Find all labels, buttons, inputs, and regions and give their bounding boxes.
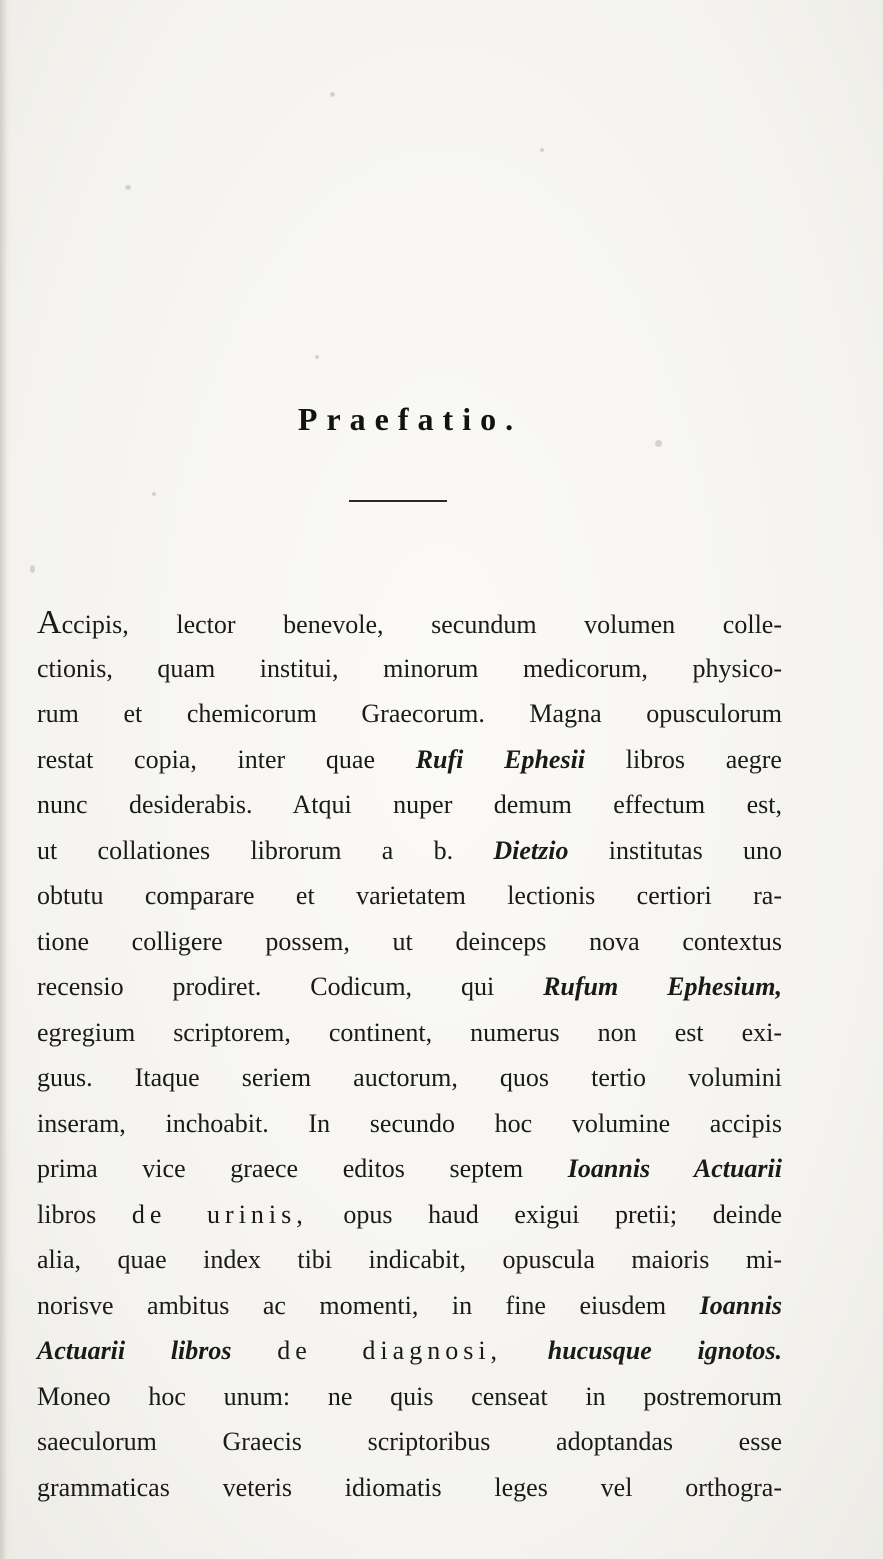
text-segment — [37, 604, 782, 641]
text-segment: alia, quae index tibi indicabit, opuscula maioris mi- — [37, 1245, 782, 1274]
emphasized-name: libros — [125, 1336, 278, 1365]
text-line — [37, 1328, 782, 1374]
text-segment: grammaticas veteris idiomatis leges vel orthogra- — [37, 1472, 782, 1502]
text-line — [37, 646, 782, 692]
text-line — [37, 1146, 782, 1192]
text-segment: restat copia, inter quae — [37, 744, 416, 774]
text-line — [37, 1419, 782, 1465]
text-line — [37, 1101, 782, 1147]
text-segment: opus haud exigui pretii; deinde — [307, 1199, 783, 1229]
spaced-title: de urinis, — [131, 1199, 308, 1229]
text-line — [37, 782, 782, 828]
paper-speck — [152, 492, 156, 496]
text-line — [37, 1055, 782, 1101]
paper-speck — [125, 185, 131, 190]
emphasized-name: Ioannis — [699, 1290, 782, 1320]
emphasized-name: Rufi Ephesii — [415, 744, 586, 774]
text-segment: institutas uno — [568, 835, 782, 865]
text-line — [37, 828, 782, 874]
text-line — [37, 1465, 782, 1511]
text-line — [37, 1010, 782, 1056]
paper-speck — [315, 355, 319, 359]
text-segment: guus. Itaque seriem auctorum, quos tertio volumini — [37, 1063, 782, 1092]
text-segment: tione colligere possem, ut deinceps nova contextus — [37, 926, 782, 956]
text-line — [37, 964, 782, 1010]
title-divider — [349, 500, 447, 502]
paper-speck — [655, 440, 662, 447]
text-segment: prima vice graece editos septem — [37, 1154, 568, 1183]
text-line — [37, 691, 782, 737]
page-gutter-shadow — [0, 0, 12, 1559]
text-segment: inseram, inchoabit. In secundo hoc volumine accipis — [37, 1108, 782, 1138]
text-line — [37, 919, 782, 965]
paper-speck — [540, 148, 544, 152]
text-line — [37, 873, 782, 919]
text-segment: nunc desiderabis. Atqui nuper demum effectum est, — [37, 790, 782, 819]
text-line — [37, 1374, 782, 1420]
text-segment: libros — [37, 1199, 132, 1229]
text-line — [37, 600, 782, 646]
text-segment: saeculorum Graecis scriptoribus adoptandas esse — [37, 1427, 782, 1456]
emphasized-name: hucusque ignotos. — [502, 1336, 782, 1365]
text-segment: ctionis, quam institui, minorum medicorum, physico- — [37, 653, 782, 683]
emphasized-name: Ioannis Actuarii — [567, 1154, 782, 1183]
initial-letter: A — [37, 604, 62, 641]
text-line — [37, 1192, 782, 1238]
spaced-title: de diagnosi, — [277, 1336, 503, 1365]
preface-body — [37, 600, 782, 1510]
text-segment: egregium scriptorem, continent, numerus non est exi- — [37, 1017, 782, 1047]
page-title: Praefatio. — [297, 401, 523, 438]
text-line — [37, 1237, 782, 1283]
text-segment: Moneo hoc unum: ne quis censeat in postremorum — [37, 1381, 782, 1411]
text-segment: norisve ambitus ac momenti, in fine eiusdem — [37, 1290, 700, 1320]
paper-speck — [330, 92, 335, 97]
text-segment: obtutu comparare et varietatem lectionis certiori ra- — [37, 881, 782, 910]
text-line — [37, 737, 782, 783]
text-segment: ut collationes librorum a b. — [37, 835, 494, 865]
emphasized-name: Actuarii — [37, 1336, 126, 1365]
text-segment: ccipis, lector benevole, secundum volumen colle- — [61, 610, 782, 639]
text-line — [37, 1283, 782, 1329]
emphasized-name: Dietzio — [493, 835, 569, 865]
paper-speck — [30, 565, 35, 573]
emphasized-name: Rufum Ephesium, — [543, 972, 782, 1001]
text-segment: recensio prodiret. Codicum, qui — [37, 972, 544, 1001]
text-segment: rum et chemicorum Graecorum. Magna opusculorum — [37, 699, 782, 728]
text-segment: libros aegre — [585, 744, 782, 774]
